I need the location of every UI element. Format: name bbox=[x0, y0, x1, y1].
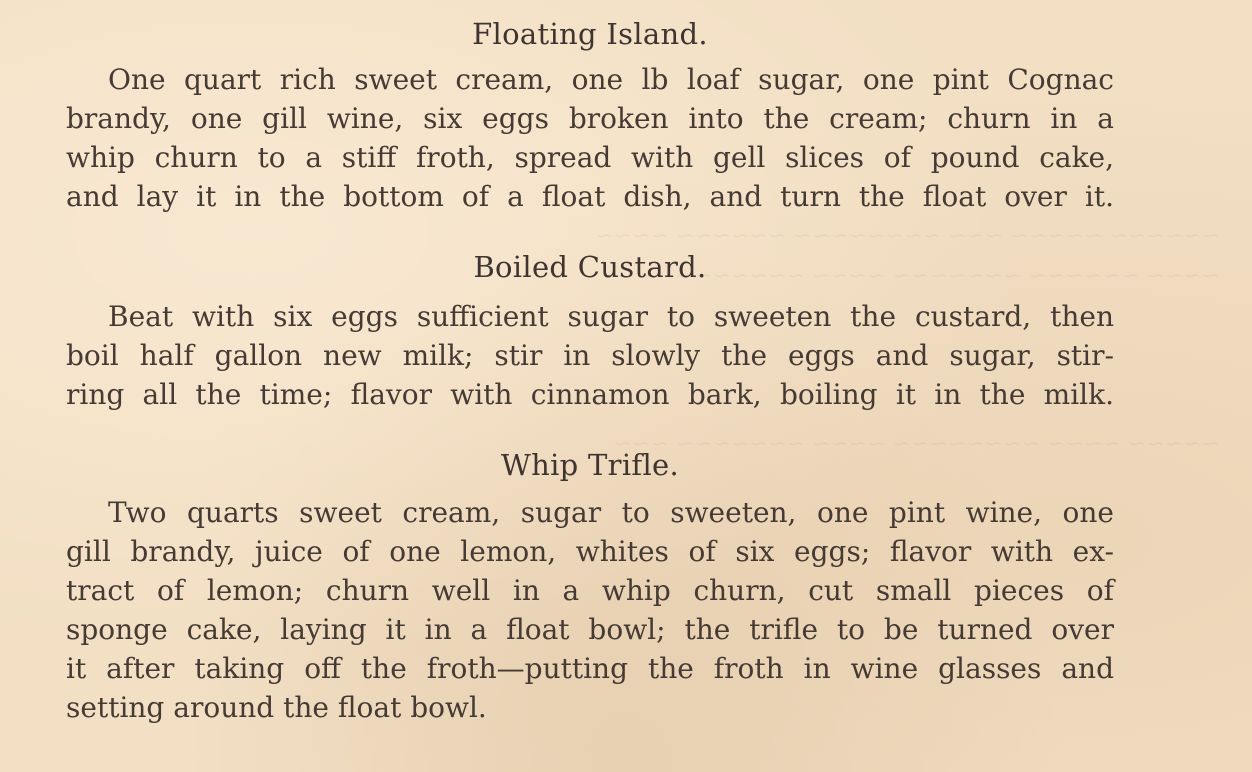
text-line: sponge cake, laying it in a float bowl; the trifle to be turned over bbox=[66, 613, 1114, 646]
text-line: Two quarts sweet cream, sugar to sweeten, one pint wine, one bbox=[108, 496, 1114, 529]
text-line: boil half gallon new milk; stir in slowly the eggs and sugar, stir- bbox=[66, 339, 1114, 372]
show-through-text: ~~~~ ~~~~~~ ~~~~~~~ ~~~~ ~~~~~~~ bbox=[675, 264, 1220, 289]
text-line: setting around the float bowl. bbox=[66, 691, 487, 724]
recipe-text-whip-trifle bbox=[66, 493, 1114, 727]
text-line: tract of lemon; churn well in a whip churn, cut small pieces of bbox=[66, 574, 1114, 607]
recipe-title-boiled-custard: Boiled Custard. bbox=[473, 250, 707, 284]
recipe-title-floating-island: Floating Island. bbox=[472, 17, 708, 51]
text-line: brandy, one gill wine, six eggs broken into the cream; churn in a bbox=[66, 102, 1114, 135]
show-through-text: ~~~~~ ~~~~ ~~~~~~~~ ~~~~ ~~~~~~~ ~~~ bbox=[613, 432, 1220, 457]
recipe-text-floating-island bbox=[66, 60, 1114, 216]
recipe-title-whip-trifle: Whip Trifle. bbox=[500, 448, 679, 482]
text-line: and lay it in the bottom of a float dish, and turn the float over it. bbox=[66, 180, 1114, 213]
recipe-text-boiled-custard bbox=[66, 297, 1114, 414]
text-line: ring all the time; flavor with cinnamon bark, boiling it in the milk. bbox=[66, 378, 1114, 411]
text-line: whip churn to a stiff froth, spread with gell slices of pound cake, bbox=[66, 141, 1114, 174]
text-line: Beat with six eggs sufficient sugar to sweeten the custard, then bbox=[108, 300, 1114, 333]
text-line: gill brandy, juice of one lemon, whites of six eggs; flavor with ex- bbox=[66, 535, 1114, 568]
text-line: One quart rich sweet cream, one lb loaf sugar, one pint Cognac bbox=[108, 63, 1114, 96]
show-through-text: ~~~~~~ ~~~~~ ~~~ ~~~~~~~~ ~~~~~~ ~~~~ bbox=[595, 224, 1220, 249]
text-line: it after taking off the froth—putting the froth in wine glasses and bbox=[66, 652, 1114, 685]
